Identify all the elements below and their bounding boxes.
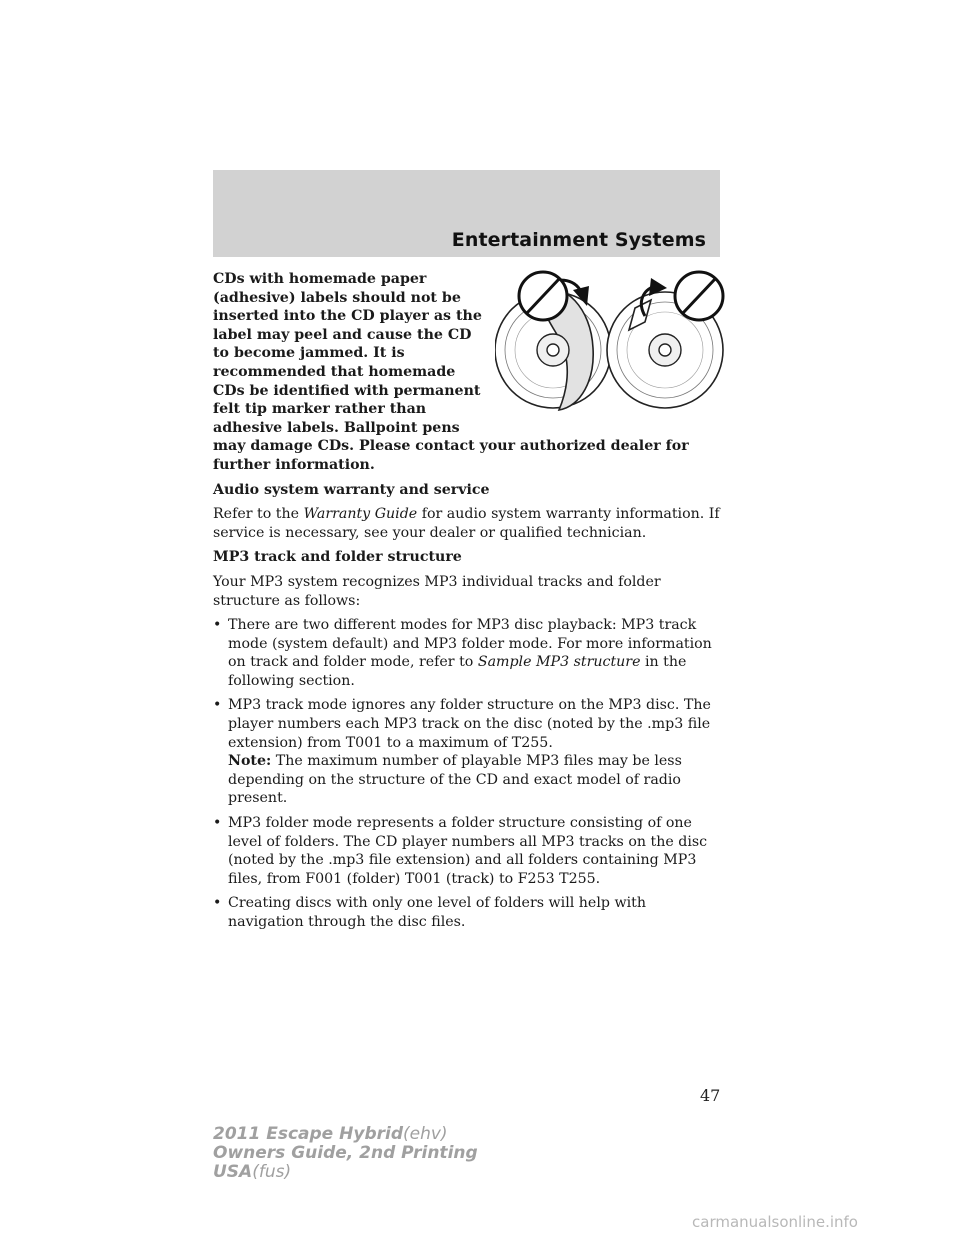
document-footer [213,1125,478,1182]
bullet-text: MP3 folder mode represents a folder structure consisting of one level of folders. The CD player numbers all MP3 tracks on the disc (noted by the .mp3 file extension) and all folders containing MP3 files, from F001 (folder) T001 (track) to F253 T255. [228,815,708,887]
section-header-band [213,170,720,257]
bullet-text: in the following section. [228,654,687,689]
list-item [213,616,723,690]
footer-model-code: (ehv) [403,1124,448,1144]
warranty-guide-reference: Warranty Guide [303,506,418,523]
list-item [213,894,723,931]
footer-model: 2011 Escape Hybrid [213,1124,403,1144]
bullet-marker: • [213,617,222,634]
cd-label-warning-figure [495,268,727,418]
section-title: Entertainment Systems [451,229,706,251]
no-symbol-icon [519,272,567,320]
footer-market: USA [213,1162,253,1182]
mp3-heading: MP3 track and folder structure [213,549,462,566]
bullet-text: Creating discs with only one level of folders will help with navigation through the disc files. [228,895,646,930]
bullet-text: There are two different modes for MP3 disc playback: MP3 track mode (system default) and MP3 folder mode. For more information on track and folder mode, refer to [228,617,712,671]
list-item [213,696,723,808]
mp3-intro: Your MP3 system recognizes MP3 individual tracks and folder structure as follows: [213,573,661,609]
sample-mp3-structure-reference: Sample MP3 structure [477,654,641,671]
watermark-link[interactable]: carmanualsonline.info [692,1213,858,1231]
warranty-heading: Audio system warranty and service [213,481,490,498]
note-label: Note: [228,753,272,770]
mp3-bullet-list [213,616,723,932]
note-text: The maximum number of playable MP3 files may be less depending on the structure of the CD and exact model of radio present. [228,753,682,807]
bullet-marker: • [213,815,222,832]
page-content [213,270,723,938]
bullet-marker: • [213,697,222,714]
bullet-marker: • [213,895,222,912]
warranty-text-after: for audio system warranty information. If service is necessary, see your dealer or qualified technician. [213,506,720,541]
warranty-text-before: Refer to the [213,506,304,523]
footer-guide-edition: Owners Guide, 2nd Printing [213,1143,478,1163]
warranty-paragraph [213,505,723,542]
page-number: 47 [700,1086,721,1105]
no-symbol-icon [675,272,723,320]
cd-label-warning-text: CDs with homemade paper (adhesive) labels should not be inserted into the CD player as the label may peel and cause the CD to become jammed. It is recommended that homemade CDs be identified with permanent felt tip marker rather than adhesive labels. Ballpoint pens may damage CDs. Please contact your authorized dealer for further information. [213,271,689,473]
list-item [213,814,723,888]
footer-market-code: (fus) [252,1162,292,1182]
bullet-text: MP3 track mode ignores any folder structure on the MP3 disc. The player numbers each MP3 track on the disc (noted by the .mp3 file extension) from T001 to a maximum of T255. [228,697,711,751]
